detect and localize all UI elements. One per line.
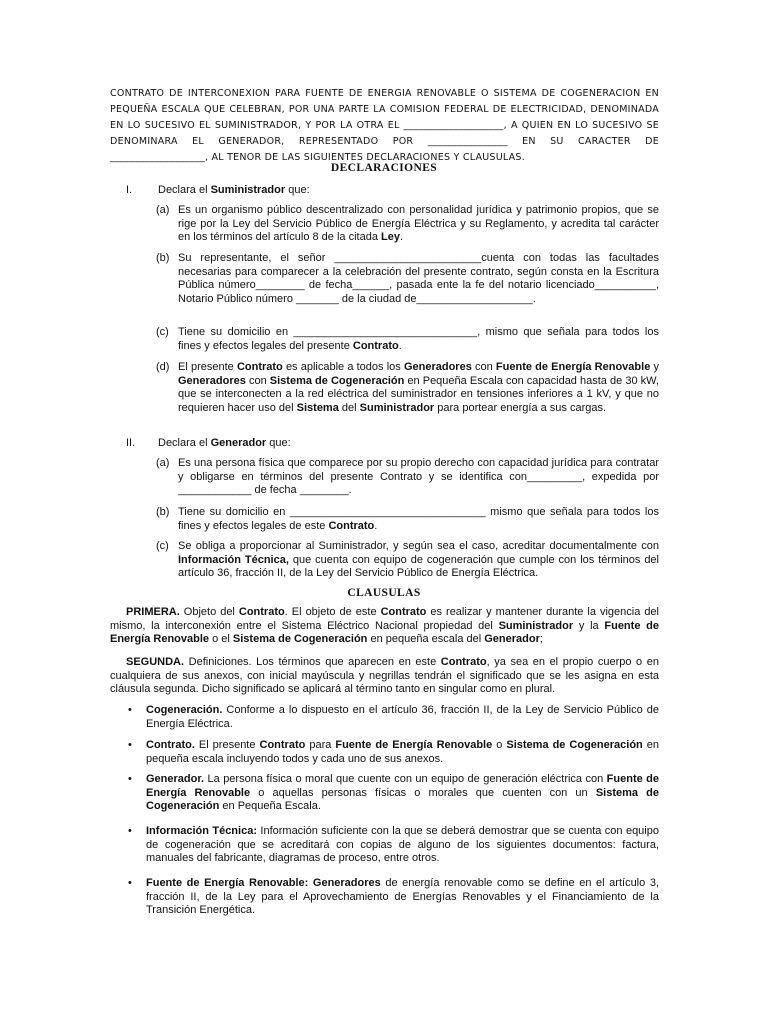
section-i-lead: Declara el Suministrador que: xyxy=(158,184,310,196)
bullet-icon: • xyxy=(128,739,132,751)
definition-contrato xyxy=(128,739,663,766)
item-text: Se obliga a proporcionar al Suministrador, y según sea el caso, acreditar documentalmente con Información Técnica, que cuenta con equipo de cogeneración que cumple con los términos del artículo 36, fracción II, de la Ley del Servicio Público de Energía Eléctrica. xyxy=(178,540,663,580)
definition-text: Contrato. El presente Contrato para Fuente de Energía Renovable o Sistema de Cogeneración en pequeña escala incluyendo todos y cada uno de sus anexos. xyxy=(146,739,663,765)
declaraciones-heading: DECLARACIONES xyxy=(330,162,438,174)
item-label: (a) xyxy=(156,457,170,469)
clause-segunda: SEGUNDA. Definiciones. Los términos que aparecen en este Contrato, ya sea en el propio cuerpo o en cualquiera de sus anexos, con inicial mayúscula y negrillas tendrán el significado que se les asigna en esta cláusula segunda. Dicho significado se aplicará al término tanto en singular como en plural. xyxy=(110,656,663,696)
item-label: (c) xyxy=(156,540,169,552)
declaration-ii-b xyxy=(156,506,663,533)
item-label: (c) xyxy=(156,326,169,338)
definition-fuente-energia xyxy=(128,877,663,918)
clause-primera: PRIMERA. Objeto del Contrato. El objeto de este Contrato es realizar y mantener durante la vigencia del mismo, la interconexión entre el Sistema Eléctrico Nacional propiedad del Suministrador y la Fuente de Energía Renovable o el Sistema de Cogeneración en pequeña escala del Generador; xyxy=(110,606,663,646)
clausulas-heading: CLAUSULAS xyxy=(347,587,421,599)
declaration-i-d xyxy=(156,361,663,415)
declaration-ii-c xyxy=(156,540,663,581)
declaration-i-a xyxy=(156,204,663,245)
item-label: (b) xyxy=(156,252,170,264)
item-text: El presente Contrato es aplicable a todos los Generadores con Fuente de Energía Renovable y Generadores con Sistema de Cogeneración en Pequeña Escala con capacidad hasta de 30 kW, que se interconecten a la red eléctrica del suministrador en tensiones inferiores a 1 kV, y que no requieren hacer uso del Sistema del Suministrador para portear energía a sus cargas. xyxy=(178,361,663,414)
section-ii-number: II. xyxy=(126,437,136,449)
item-label: (a) xyxy=(156,204,170,216)
definition-text: Información Técnica: Información suficiente con la que se deberá demostrar que se cuenta con equipo de cogeneración que se acreditará con copias de alguno de los siguientes documentos: factura, manuales del fabricante, diagramas de proceso, entre otros. xyxy=(146,825,663,865)
item-text: Tiene su domicilio en ______________________________, mismo que señala para todos los fines y efectos legales del presente Contrato. xyxy=(178,326,663,352)
declaration-i-b xyxy=(156,252,663,306)
contract-header: CONTRATO DE INTERCONEXION PARA FUENTE DE ENERGIA RENOVABLE O SISTEMA DE COGENERACION EN PEQUEÑA ESCALA QUE CELEBRAN, POR UNA PARTE LA COMISION FEDERAL DE ELECTRICIDAD, DENOMINADA EN LO SUCESIVO EL SUMINISTRADOR, Y POR LA OTRA EL ____________________, A QUIEN EN LO SUCESIVO SE DENOMINARA EL GENERADOR, REPRESENTADO POR ________________ EN SU CARACTER DE ___________________, AL TENOR DE LAS SIGUIENTES DECLARACIONES Y CLAUSULAS. xyxy=(110,88,663,163)
declaration-i-c xyxy=(156,326,663,353)
bullet-icon: • xyxy=(128,704,132,716)
definition-text: Fuente de Energía Renovable: Generadores de energía renovable como se define en el artículo 3, fracción II, de la Ley para el Aprovechamiento de Energías Renovables y el Financiamiento de la Transición Energética. xyxy=(146,877,663,917)
bullet-icon: • xyxy=(128,825,132,837)
bullet-icon: • xyxy=(128,877,132,889)
item-text: Su representante, el señor ________________________cuenta con todas las facultades necesarias para comparecer a la celebración del presente contrato, según consta en la Escritura Pública número________ de fecha______, pasada ente la fe del notario licenciado__________, Notario Público número _______ de la ciudad de___________________. xyxy=(178,252,663,305)
definition-informacion-tecnica xyxy=(128,825,663,866)
item-text: Es un organismo público descentralizado con personalidad jurídica y patrimonio propios, que se rige por la Ley del Servicio Público de Energía Eléctrica y su Reglamento, y acredita tal carácter en los términos del artículo 8 de la citada Ley. xyxy=(178,204,663,244)
bullet-icon: • xyxy=(128,773,132,785)
item-label: (d) xyxy=(156,361,170,373)
item-label: (b) xyxy=(156,506,170,518)
definition-text: Generador. La persona física o moral que cuente con un equipo de generación eléctrica con Fuente de Energía Renovable o aquellas personas físicas o morales que cuenten con un Sistema de Cogeneración en Pequeña Escala. xyxy=(146,773,663,813)
section-ii-lead: Declara el Generador que: xyxy=(158,437,291,449)
item-text: Tiene su domicilio en ________________________________ mismo que señala para todos los fines y efectos legales de este Contrato. xyxy=(178,506,663,532)
section-i-number: I. xyxy=(126,184,133,196)
definition-generador xyxy=(128,773,663,814)
declaration-ii-a xyxy=(156,457,663,498)
item-text: Es una persona física que comparece por su propio derecho con capacidad jurídica para contratar y obligarse en términos del presente Contrato y se identifica con_________, expedida por ____________ de fecha ________. xyxy=(178,457,663,497)
definition-text: Cogeneración. Conforme a lo dispuesto en el artículo 36, fracción II, de la Ley de Servicio Público de Energía Eléctrica. xyxy=(146,704,663,730)
definition-cogeneracion xyxy=(128,704,663,731)
